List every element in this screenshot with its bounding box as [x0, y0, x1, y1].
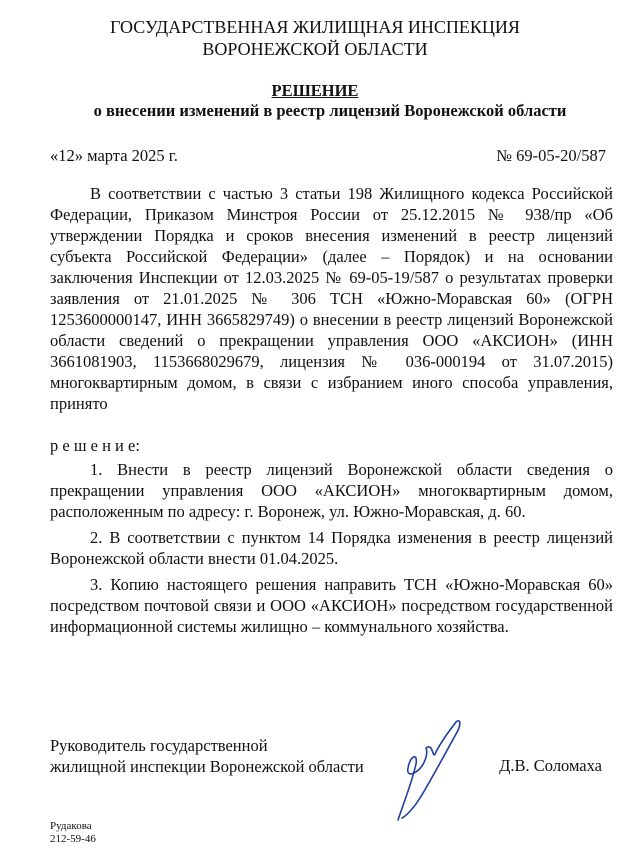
decision-label: р е ш е н и е:	[50, 436, 140, 455]
header-line-2: ВОРОНЕЖСКОЙ ОБЛАСТИ	[202, 39, 428, 59]
decision-item-1: 1. Внести в реестр лицензий Воронежской области сведения о прекращении управления ООО «АКСИОН» многоквартирным домом, расположенным по адресу: г. Воронеж, ул. Южно-Моравская, д. 60.	[50, 460, 613, 521]
decision-number: № 69-05-20/587	[496, 146, 606, 165]
header-line-1: ГОСУДАРСТВЕННАЯ ЖИЛИЩНАЯ ИНСПЕКЦИЯ	[110, 17, 520, 37]
document-subtitle: о внесении изменений в реестр лицензий Воронежской области	[93, 101, 567, 120]
handwritten-signature	[390, 712, 470, 824]
signatory-position-line-2: жилищной инспекции Воронежской области	[50, 757, 364, 776]
executor-name: Рудакова	[50, 820, 92, 832]
executor-phone: 212-59-46	[50, 833, 96, 845]
document-title: РЕШЕНИЕ	[271, 81, 359, 100]
preamble-paragraph: В соответствии с частью 3 статьи 198 Жилищного кодекса Российской Федерации, Приказом Минстроя России от 25.12.2015 № 938/пр «Об утверждении Порядка и сроков внесения изменений в реестр лицензий субъекта Российской Федерации» (далее – Порядок) и на основании заключения Инспекции от 12.03.2025 № 69-05-19/587 о результатах проверки заявления от 21.01.2025 № 306 ТСН «Южно-Моравская 60» (ОГРН 1253600000147, ИНН 3665829749) о внесении в реестр лицензий Воронежской области сведений о прекращении управления ООО «АКСИОН» (ИНН 3661081903, 1153668029679, лицензия № 036-000194 от 31.07.2015) многоквартирным домом, в связи с избранием иного способа управления, принято	[50, 184, 613, 413]
decision-date: «12» марта 2025 г.	[50, 146, 178, 165]
decision-item-2: 2. В соответствии с пунктом 14 Порядка изменения в реестр лицензий Воронежской области внести 01.04.2025.	[50, 528, 613, 568]
decision-item-3: 3. Копию настоящего решения направить ТСН «Южно-Моравская 60» посредством почтовой связи и ООО «АКСИОН» посредством государственной информационной системы жилищно – коммунального хозяйства.	[50, 575, 613, 636]
signatory-position-line-1: Руководитель государственной	[50, 736, 268, 755]
signatory-name: Д.В. Соломаха	[499, 756, 602, 775]
